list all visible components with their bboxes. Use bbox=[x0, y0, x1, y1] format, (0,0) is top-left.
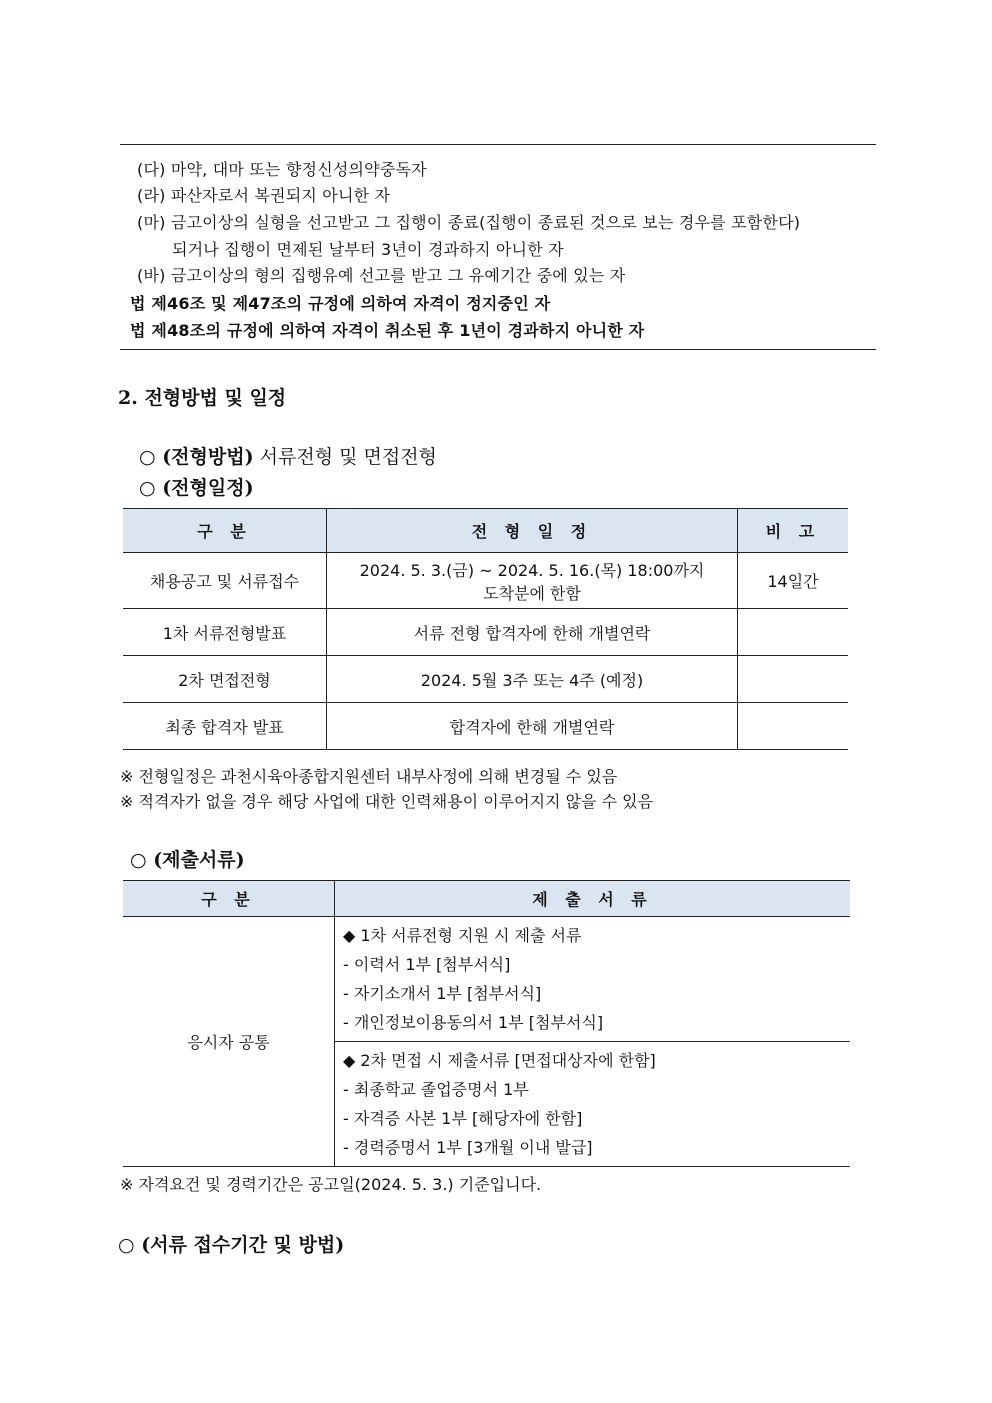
header-category: 구 분 bbox=[123, 881, 335, 917]
row-schedule: 합격자에 한해 개별연락 bbox=[327, 703, 738, 750]
row-category: 최종 합격자 발표 bbox=[123, 703, 327, 750]
disqualification-item: (다) 마약, 대마 또는 향정신성의약중독자 bbox=[137, 160, 427, 179]
row-note bbox=[738, 656, 849, 703]
disqualification-item-continued: 되거나 집행이 면제된 날부터 3년이 경과하지 아니한 자 bbox=[172, 240, 564, 259]
documents-table bbox=[123, 880, 850, 1167]
schedule-note: ※ 적격자가 없을 경우 해당 사업에 대한 인력채용이 이루어지지 않을 수 있음 bbox=[120, 792, 654, 811]
header-note: 비 고 bbox=[738, 509, 849, 553]
documents-category: 응시자 공통 bbox=[123, 917, 335, 1167]
schedule-line: 2024. 5. 3.(금) ~ 2024. 5. 16.(목) 18:00까지 bbox=[359, 560, 705, 580]
law-item: 법 제46조 및 제47조의 규정에 의하여 자격이 정지중인 자 bbox=[130, 294, 551, 313]
method-line bbox=[139, 442, 437, 469]
row-schedule: 2024. 5월 3주 또는 4주 (예정) bbox=[327, 656, 738, 703]
list-item: - 이력서 1부 [첨부서식] bbox=[343, 955, 511, 974]
disqualification-item: (바) 금고이상의 형의 집행유예 선고를 받고 그 유예기간 중에 있는 자 bbox=[137, 266, 626, 285]
row-schedule: 서류 전형 합격자에 한해 개별연락 bbox=[327, 609, 738, 656]
list-item: - 경력증명서 1부 [3개월 이내 발급] bbox=[343, 1138, 593, 1157]
schedule-line: 도착분에 한함 bbox=[483, 583, 581, 603]
disqualification-item: (라) 파산자로서 복권되지 아니한 자 bbox=[137, 186, 391, 205]
box-top-rule bbox=[120, 144, 876, 145]
table-row bbox=[123, 609, 848, 656]
list-item: - 자격증 사본 1부 [해당자에 한함] bbox=[343, 1109, 583, 1128]
section-heading: ○ (서류 접수기간 및 방법) bbox=[118, 1234, 345, 1256]
header-documents: 제 출 서 류 bbox=[335, 881, 851, 917]
row-category: 1차 서류전형발표 bbox=[123, 609, 327, 656]
section-heading: 2. 전형방법 및 일정 bbox=[118, 387, 287, 409]
schedule-note: ※ 전형일정은 과천시육아종합지원센터 내부사정에 의해 변경될 수 있음 bbox=[120, 767, 618, 786]
list-item: ◆ 1차 서류전형 지원 시 제출 서류 bbox=[343, 926, 582, 945]
documents-note: ※ 자격요건 및 경력기간은 공고일(2024. 5. 3.) 기준입니다. bbox=[120, 1175, 542, 1194]
documents-label: ○ (제출서류) bbox=[130, 849, 245, 871]
schedule-label: ○ (전형일정) bbox=[139, 477, 254, 499]
list-item: - 자기소개서 1부 [첨부서식] bbox=[343, 984, 542, 1003]
table-row bbox=[123, 656, 848, 703]
table-header-row bbox=[123, 509, 848, 553]
schedule-table bbox=[123, 508, 848, 750]
table-row bbox=[123, 917, 850, 1042]
row-note: 14일간 bbox=[738, 553, 849, 609]
table-header-row bbox=[123, 881, 850, 917]
list-item: - 개인정보이용동의서 1부 [첨부서식] bbox=[343, 1013, 604, 1032]
documents-group-2 bbox=[335, 1042, 851, 1167]
row-category: 채용공고 및 서류접수 bbox=[123, 553, 327, 609]
list-item: - 최종학교 졸업증명서 1부 bbox=[343, 1080, 529, 1099]
method-value: 서류전형 및 면접전형 bbox=[259, 446, 437, 468]
header-schedule: 전 형 일 정 bbox=[327, 509, 738, 553]
table-row bbox=[123, 703, 848, 750]
header-category: 구 분 bbox=[123, 509, 327, 553]
disqualification-item: (마) 금고이상의 실형을 선고받고 그 집행이 종료(집행이 종료된 것으로 보는 경우를 포함한다) bbox=[137, 213, 801, 232]
list-item: ◆ 2차 면접 시 제출서류 [면접대상자에 한함] bbox=[343, 1051, 656, 1070]
row-schedule bbox=[327, 553, 738, 609]
table-row bbox=[123, 553, 848, 609]
method-label: ○ (전형방법) bbox=[139, 446, 254, 468]
row-note bbox=[738, 703, 849, 750]
row-note bbox=[738, 609, 849, 656]
law-item: 법 제48조의 규정에 의하여 자격이 취소된 후 1년이 경과하지 아니한 자 bbox=[130, 321, 645, 340]
documents-group-1 bbox=[335, 917, 851, 1042]
row-category: 2차 면접전형 bbox=[123, 656, 327, 703]
box-bottom-rule bbox=[120, 349, 876, 350]
